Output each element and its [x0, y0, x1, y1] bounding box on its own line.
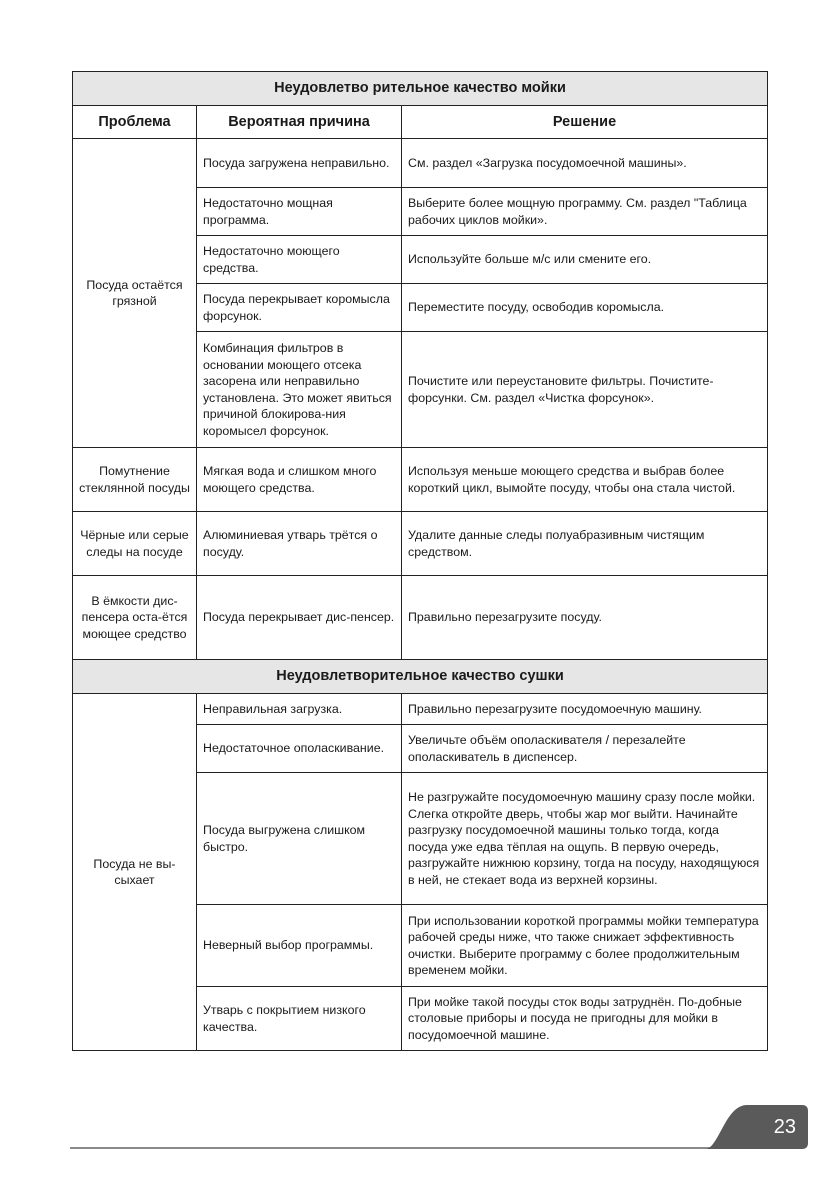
solution-cell: Выберите более мощную программу. См. раздел "Таблица рабочих циклов мойки».	[402, 188, 768, 236]
solution-cell: Не разгружайте посудомоечную машину сразу после мойки. Слегка откройте дверь, чтобы жар мог выйти. Начинайте разгрузку посудомоечной машины только тогда, когда посуда уже едва тёплая на ощупь. В первую очередь, разгружайте нижнюю корзину, тогда на посуду, находящуюся в ней, не стекает вода из верхней корзины.	[402, 773, 768, 905]
cause-cell: Посуда перекрывает дис-пенсер.	[197, 576, 402, 660]
cause-cell: Посуда загружена неправильно.	[197, 139, 402, 188]
solution-cell: Увеличьте объём ополаскивателя / перезалейте ополаскиватель в диспенсер.	[402, 725, 768, 773]
solution-cell: Удалите данные следы полуабразивным чистящим средством.	[402, 512, 768, 576]
solution-cell: Правильно перезагрузите посудомоечную машину.	[402, 694, 768, 725]
troubleshooting-table	[72, 71, 768, 1051]
section-title-drying: Неудовлетворительное качество сушки	[73, 660, 768, 694]
problem-cloudy-glass: Помутнение стеклянной посуды	[73, 448, 197, 512]
cause-cell: Недостаточно моющего средства.	[197, 236, 402, 284]
problem-dirty-dishes: Посуда остаётся грязной	[73, 139, 197, 448]
section-title-washing: Неудовлетво рительное качество мойки	[73, 72, 768, 106]
page-number-tab	[705, 1105, 808, 1149]
cause-cell: Посуда перекрывает коромысла форсунок.	[197, 284, 402, 332]
solution-cell: Используя меньше моющего средства и выбрав более короткий цикл, вымойте посуду, чтобы она стала чистой.	[402, 448, 768, 512]
solution-cell: Почистите или переустановите фильтры. Почистите- форсунки. См. раздел «Чистка форсунок».	[402, 332, 768, 448]
cause-cell: Комбинация фильтров в основании моющего отсека засорена или неправильно установлена. Это может явиться причиной блокирова-ния коромысел форсунок.	[197, 332, 402, 448]
cause-cell: Неверный выбор программы.	[197, 905, 402, 987]
solution-cell: Правильно перезагрузите посуду.	[402, 576, 768, 660]
solution-cell: См. раздел «Загрузка посудомоечной машины».	[402, 139, 768, 188]
header-cause: Вероятная причина	[197, 106, 402, 139]
cause-cell: Посуда выгружена слишком быстро.	[197, 773, 402, 905]
solution-cell: Используйте больше м/с или смените его.	[402, 236, 768, 284]
cause-cell: Алюминиевая утварь трётся о посуду.	[197, 512, 402, 576]
cause-cell: Утварь с покрытием низкого качества.	[197, 987, 402, 1051]
solution-cell: При мойке такой посуды сток воды затруднён. По-добные столовые приборы и посуда не пригодны для мойки в посудомоечной машине.	[402, 987, 768, 1051]
header-solution: Решение	[402, 106, 768, 139]
cause-cell: Недостаточно мощная программа.	[197, 188, 402, 236]
solution-cell: Переместите посуду, освободив коромысла.	[402, 284, 768, 332]
cause-cell: Мягкая вода и слишком много моющего средства.	[197, 448, 402, 512]
footer-divider	[70, 1147, 730, 1149]
solution-cell: При использовании короткой программы мойки температура рабочей среды ниже, что также снижает эффективность очистки. Выберите программу с более продолжительным временем мойки.	[402, 905, 768, 987]
cause-cell: Неправильная загрузка.	[197, 694, 402, 725]
problem-not-drying: Посуда не вы-сыхает	[73, 694, 197, 1051]
problem-black-marks: Чёрные или серые следы на посуде	[73, 512, 197, 576]
header-problem: Проблема	[73, 106, 197, 139]
cause-cell: Недостаточное ополаскивание.	[197, 725, 402, 773]
problem-detergent-left: В ёмкости дис-пенсера оста-ётся моющее средство	[73, 576, 197, 660]
page-number: 23	[773, 1116, 796, 1138]
